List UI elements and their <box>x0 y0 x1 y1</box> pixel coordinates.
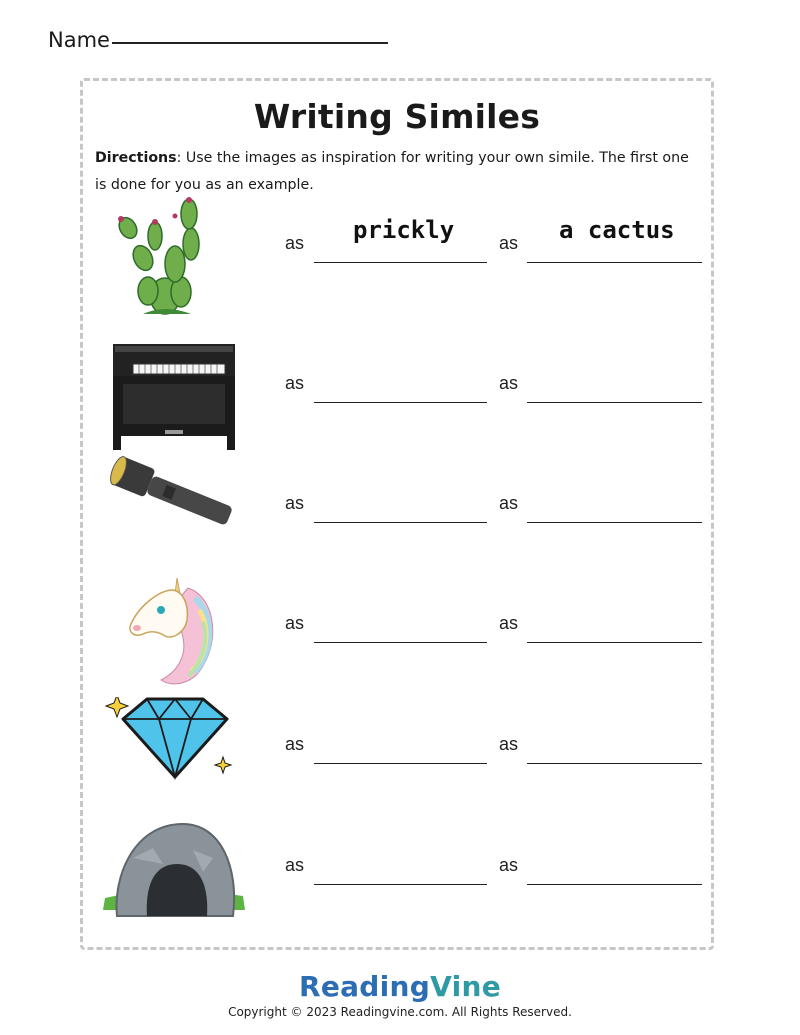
answer-1-blank[interactable] <box>314 641 487 643</box>
answer-2-blank[interactable] <box>527 883 702 885</box>
answer-1-text: prickly <box>353 216 455 244</box>
answer-1-blank[interactable] <box>314 261 487 263</box>
as-word: as <box>499 493 519 513</box>
simile-row-cave <box>83 818 711 938</box>
simile-row-diamond <box>83 697 711 817</box>
answer-2-blank[interactable] <box>527 521 702 523</box>
as-word: as <box>499 613 519 633</box>
answer-2-text: a cactus <box>559 216 675 244</box>
cave-icon <box>103 818 248 938</box>
simile-row-unicorn <box>83 576 711 696</box>
as-word: as <box>499 734 519 754</box>
as-word: as <box>285 613 305 633</box>
worksheet-frame <box>80 78 714 950</box>
answer-2-blank[interactable] <box>527 401 702 403</box>
name-label: Name <box>48 28 110 52</box>
answer-2-blank[interactable] <box>527 762 702 764</box>
as-word: as <box>499 855 519 875</box>
answer-2-blank[interactable] <box>527 261 702 263</box>
answer-1-blank[interactable] <box>314 401 487 403</box>
answer-1-blank[interactable] <box>314 762 487 764</box>
directions-label: Directions <box>95 150 177 166</box>
copyright-text: Copyright © 2023 Readingvine.com. All Rights Reserved. <box>228 1005 572 1019</box>
answer-2-blank[interactable] <box>527 641 702 643</box>
cactus-icon <box>103 196 248 316</box>
as-word: as <box>499 233 519 253</box>
name-blank-line[interactable] <box>112 28 388 44</box>
unicorn-icon <box>103 576 248 696</box>
as-word: as <box>499 373 519 393</box>
directions-text: : Use the images as inspiration for writing your own simile. The first one is done for you as an example. <box>95 150 689 193</box>
readingvine-logo <box>0 970 800 1003</box>
logo-part-vine: Vine <box>430 970 502 1003</box>
name-field[interactable] <box>48 28 110 52</box>
as-word: as <box>285 233 305 253</box>
answer-1-blank[interactable] <box>314 521 487 523</box>
worksheet-title: Writing Similes <box>253 97 541 136</box>
as-word: as <box>285 855 305 875</box>
as-word: as <box>285 493 305 513</box>
answer-1-blank[interactable] <box>314 883 487 885</box>
simile-row-flashlight <box>83 456 711 576</box>
logo-part-reading: Reading <box>298 970 431 1003</box>
diamond-icon <box>103 697 248 817</box>
simile-row-cactus <box>83 196 711 316</box>
as-word: as <box>285 373 305 393</box>
directions <box>95 145 695 199</box>
simile-row-piano <box>83 336 711 456</box>
as-word: as <box>285 734 305 754</box>
flashlight-icon <box>103 456 248 576</box>
piano-icon <box>103 336 248 456</box>
